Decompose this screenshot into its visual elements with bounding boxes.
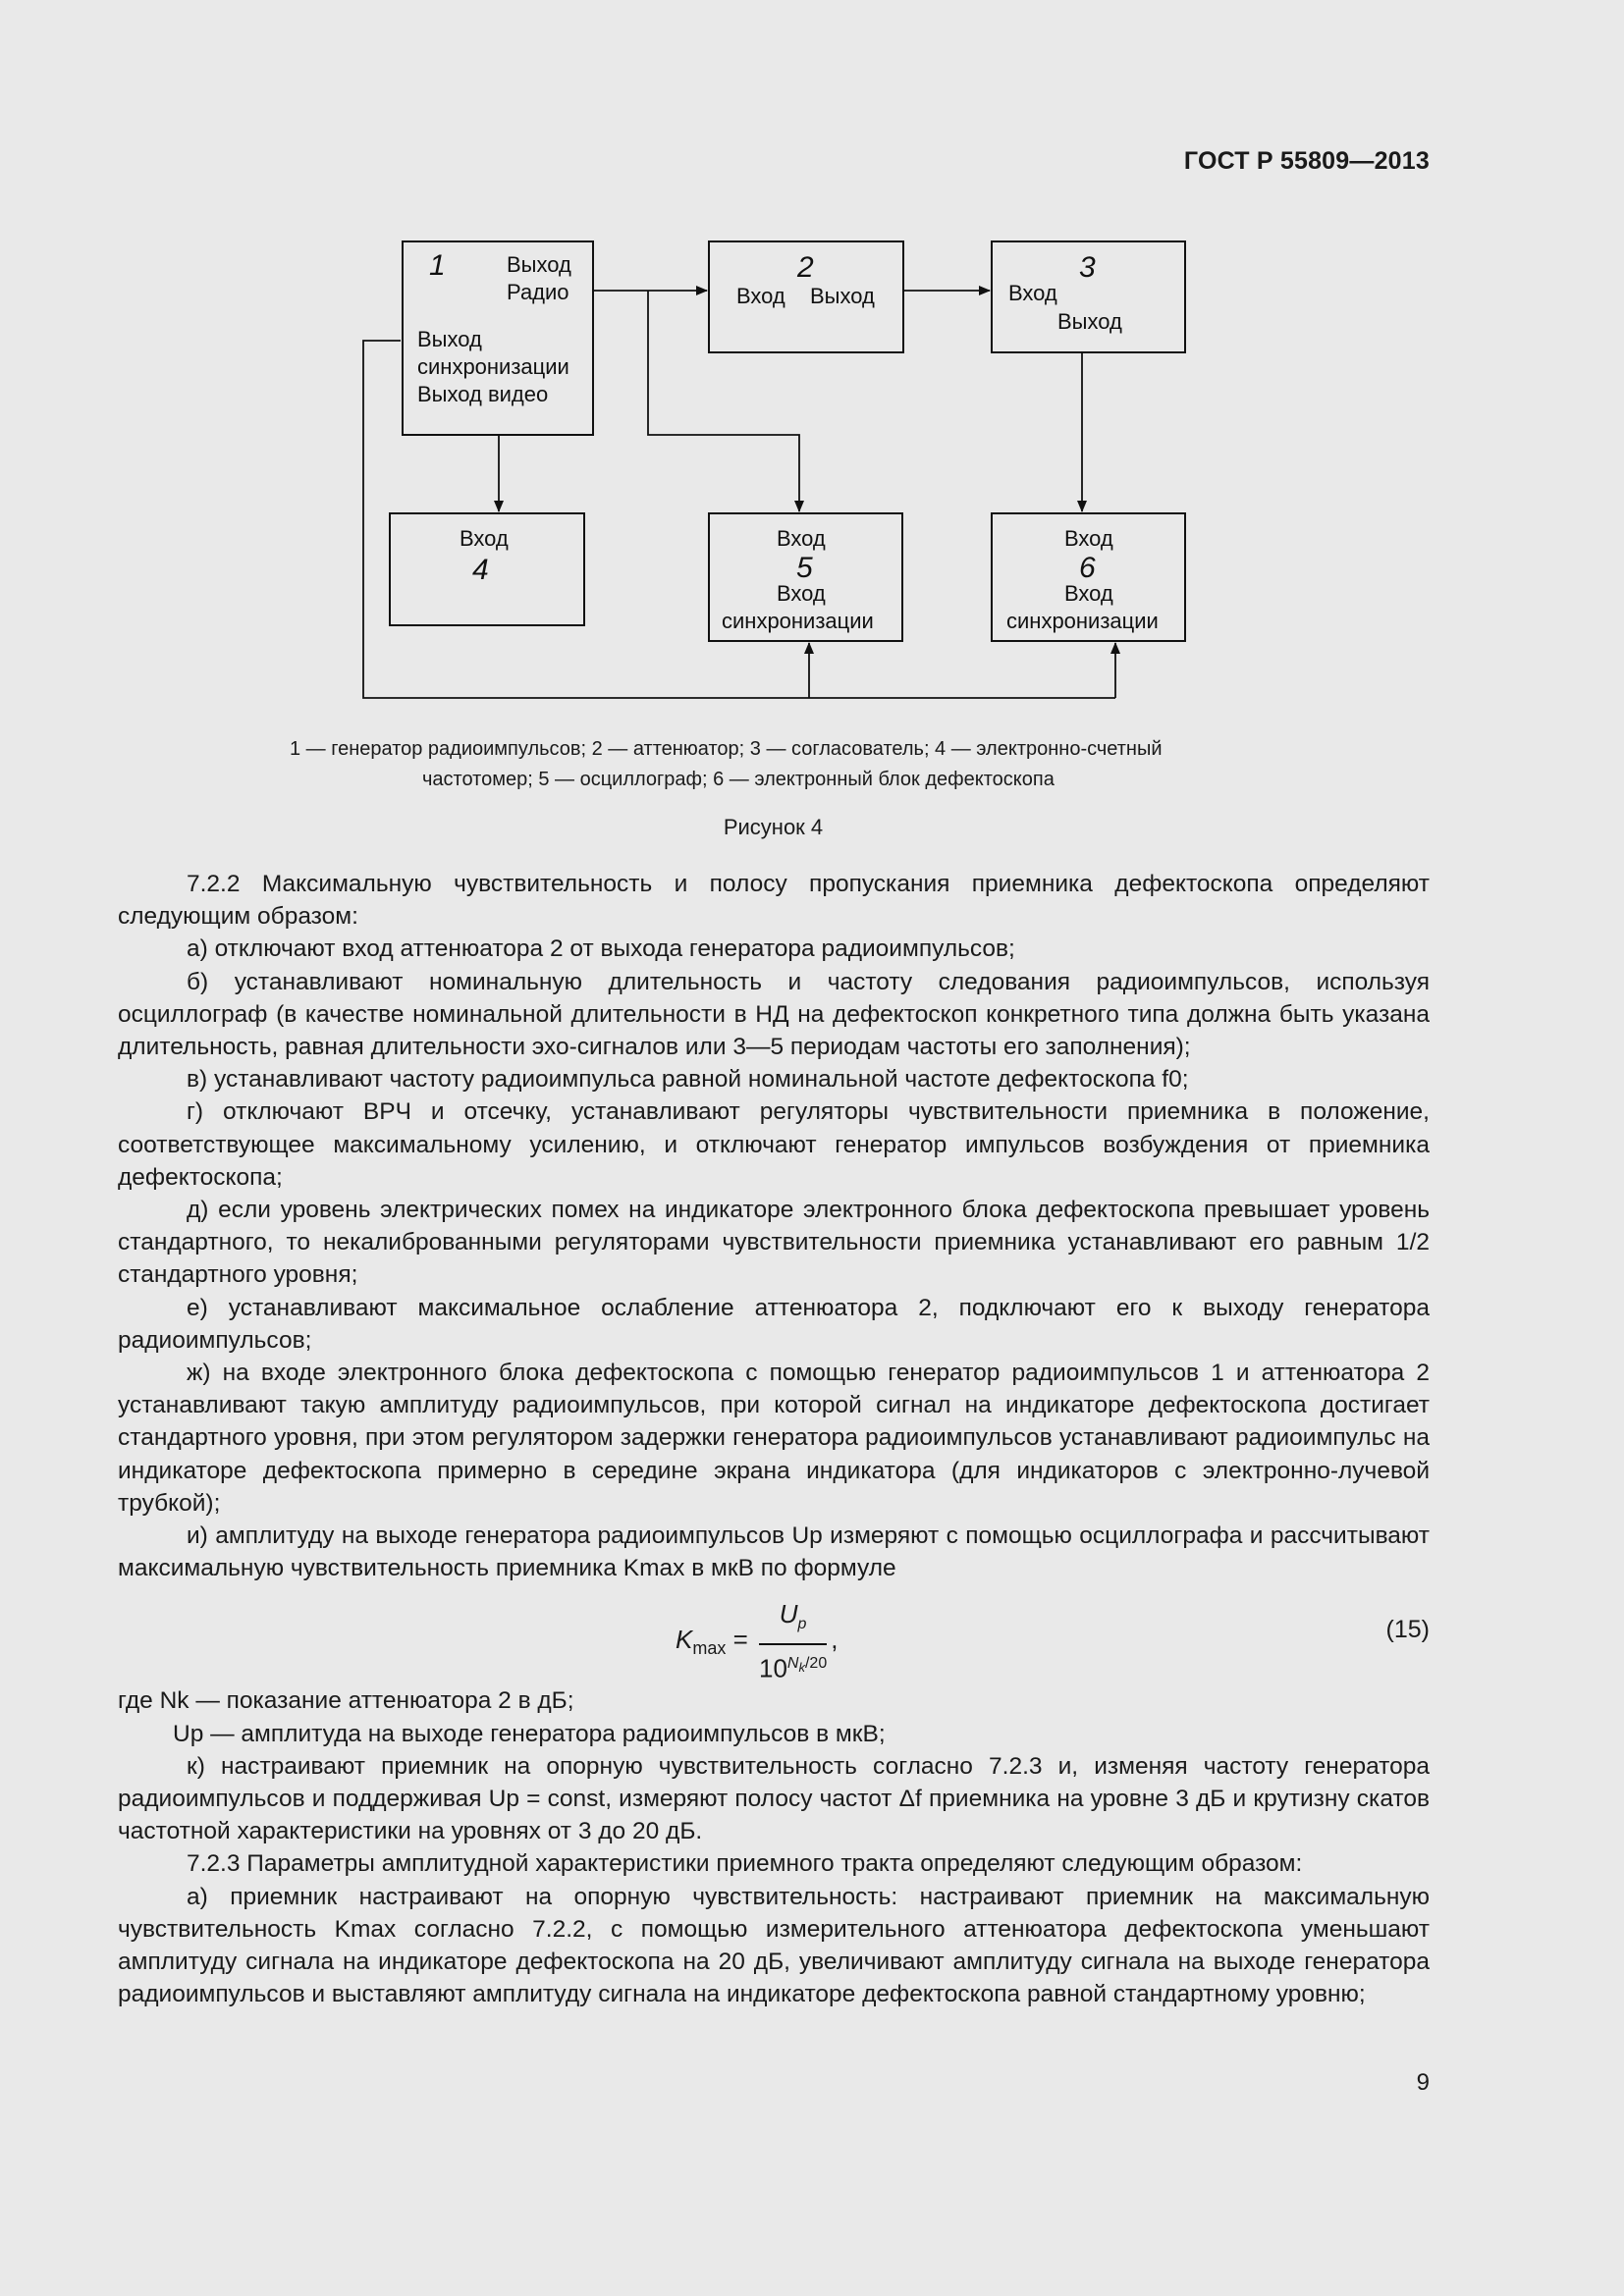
item-a: а) отключают вход аттенюатора 2 от выхода генератора радиоимпульсов; — [187, 935, 1015, 963]
block-1-label-output-2: Выход — [417, 327, 482, 351]
body-text — [118, 868, 1430, 2011]
item-g: г) отключают ВРЧ и отсечку, устанавливают регуляторы чувствительности приемника в положение, соответствующее максимальному усилению, и отключают генератор импульсов возбуждения от приемника дефектоскопа; — [118, 1098, 1430, 1191]
where-up: Up — амплитуда на выходе генератора радиоимпульсов в мкВ; — [173, 1720, 886, 1747]
block-3-number: 3 — [1079, 251, 1096, 284]
block-3-label-input: Вход — [1008, 281, 1057, 305]
block-4-frequency-counter — [390, 513, 584, 625]
block-diagram — [0, 0, 1624, 726]
arrow-1-to-5 — [648, 291, 799, 511]
item-e: е) устанавливают максимальное ослабление аттенюатора 2, подключают его к выходу генератора радиоимпульсов; — [118, 1294, 1430, 1354]
block-1-label-video: Выход видео — [417, 382, 549, 406]
legend-line-1: 1 — генератор радиоимпульсов; 2 — аттенюатор; 3 — согласователь; 4 — электронно-счетный — [290, 738, 1163, 760]
block-3-matcher — [992, 241, 1185, 352]
block-6-flaw-detector — [992, 513, 1185, 641]
block-5-label-sync: синхронизации — [722, 609, 874, 633]
formula-expression: $K_{max}$ = $\frac{U_p}{10^{N_k/20}}$ , — [676, 1599, 839, 1683]
block-1-label-sync: синхронизации — [417, 354, 569, 379]
item-b: б) устанавливают номинальную длительность и частоту следования радиоимпульсов, используя осциллограф (в качестве номинальной длительности в НД на дефектоскоп конкретного типа должна быть указана длительность, равная длительности эхо-сигналов или 3—5 периодам частоты его заполнения); — [118, 968, 1430, 1061]
block-5-number: 5 — [796, 552, 813, 584]
block-2-label-input: Вход — [736, 284, 785, 308]
para-7-2-3: 7.2.3 Параметры амплитудной характеристики приемного тракта определяют следующим образом: — [187, 1850, 1303, 1878]
standard-code: ГОСТ Р 55809—2013 — [1183, 147, 1430, 175]
block-4-number: 4 — [472, 554, 489, 586]
page-number: 9 — [1416, 2069, 1430, 2096]
block-2-label-output: Выход — [810, 284, 875, 308]
block-6-label-sync: синхронизации — [1006, 609, 1159, 633]
block-5-label-input: Вход — [777, 526, 826, 551]
block-5-label-input-2: Вход — [777, 581, 826, 606]
block-2-attenuator — [709, 241, 903, 352]
block-6-number: 6 — [1079, 552, 1096, 584]
block-1-number: 1 — [429, 249, 446, 282]
para-7-2-2: 7.2.2 Максимальную чувствительность и полосу пропускания приемника дефектоскопа определяют следующим образом: — [118, 871, 1430, 931]
block-2-number: 2 — [797, 251, 814, 284]
item-7-2-3-a: а) приемник настраивают на опорную чувствительность: настраивают приемник на максимальную чувствительность Kmax согласно 7.2.2, с помощью измерительного аттенюатора дефектоскопа уменьшают амплитуду сигнала на индикаторе дефектоскопа на 20 дБ, увеличивают амплитуду сигнала на выходе генератора радиоимпульсов и выставляют амплитуду сигнала на индикаторе дефектоскопа равной стандартному уровню; — [118, 1883, 1430, 2008]
figure-legend — [290, 734, 1272, 795]
where-nk: где Nk — показание аттенюатора 2 в дБ; — [118, 1687, 574, 1715]
legend-line-2: частотомер; 5 — осциллограф; 6 — электронный блок дефектоскопа — [422, 769, 1055, 790]
item-k: к) настраивают приемник на опорную чувствительность согласно 7.2.3 и, изменяя частоту генератора радиоимпульсов и поддерживая Up = const, измеряют полосу частот Δf приемника на уровне 3 дБ и крутизну скатов частотной характеристики на уровнях от 3 до 20 дБ. — [118, 1752, 1430, 1845]
block-6-label-input-2: Вход — [1064, 581, 1113, 606]
block-4-label-input: Вход — [460, 526, 509, 551]
block-1-label-radio: Радио — [507, 280, 569, 304]
formula-15 — [118, 1584, 1430, 1684]
block-3-label-output: Выход — [1057, 309, 1122, 334]
figure-caption: Рисунок 4 — [723, 815, 824, 839]
item-i: и) амплитуду на выходе генератора радиоимпульсов Up измеряют с помощью осциллографа и рассчитывают максимальную чувствительность приемника Kmax в мкВ по формуле — [118, 1522, 1430, 1582]
block-5-oscilloscope — [709, 513, 902, 641]
item-zh: ж) на входе электронного блока дефектоскопа с помощью генератор радиоимпульсов 1 и аттенюатора 2 устанавливают такую амплитуду радиоимпульсов, при которой сигнал на индикаторе дефектоскопа достигает стандартного уровня, при этом регулятором задержки генератора радиоимпульсов устанавливают радиоимпульс на индикаторе дефектоскопа примерно в середине экрана индикатора (для индикаторов с электронно-лучевой трубкой); — [118, 1360, 1430, 1517]
block-1-label-output: Выход — [507, 252, 571, 277]
formula-number: (15) — [1385, 1616, 1430, 1644]
item-v: в) устанавливают частоту радиоимпульса равной номинальной частоте дефектоскопа f0; — [187, 1066, 1189, 1094]
block-6-label-input: Вход — [1064, 526, 1113, 551]
item-d: д) если уровень электрических помех на индикаторе электронного блока дефектоскопа превышает уровень стандартного, то некалиброванными регуляторами чувствительности приемника устанавливают его равным 1/2 стандартного уровня; — [118, 1197, 1430, 1289]
block-1-generator — [403, 241, 593, 435]
